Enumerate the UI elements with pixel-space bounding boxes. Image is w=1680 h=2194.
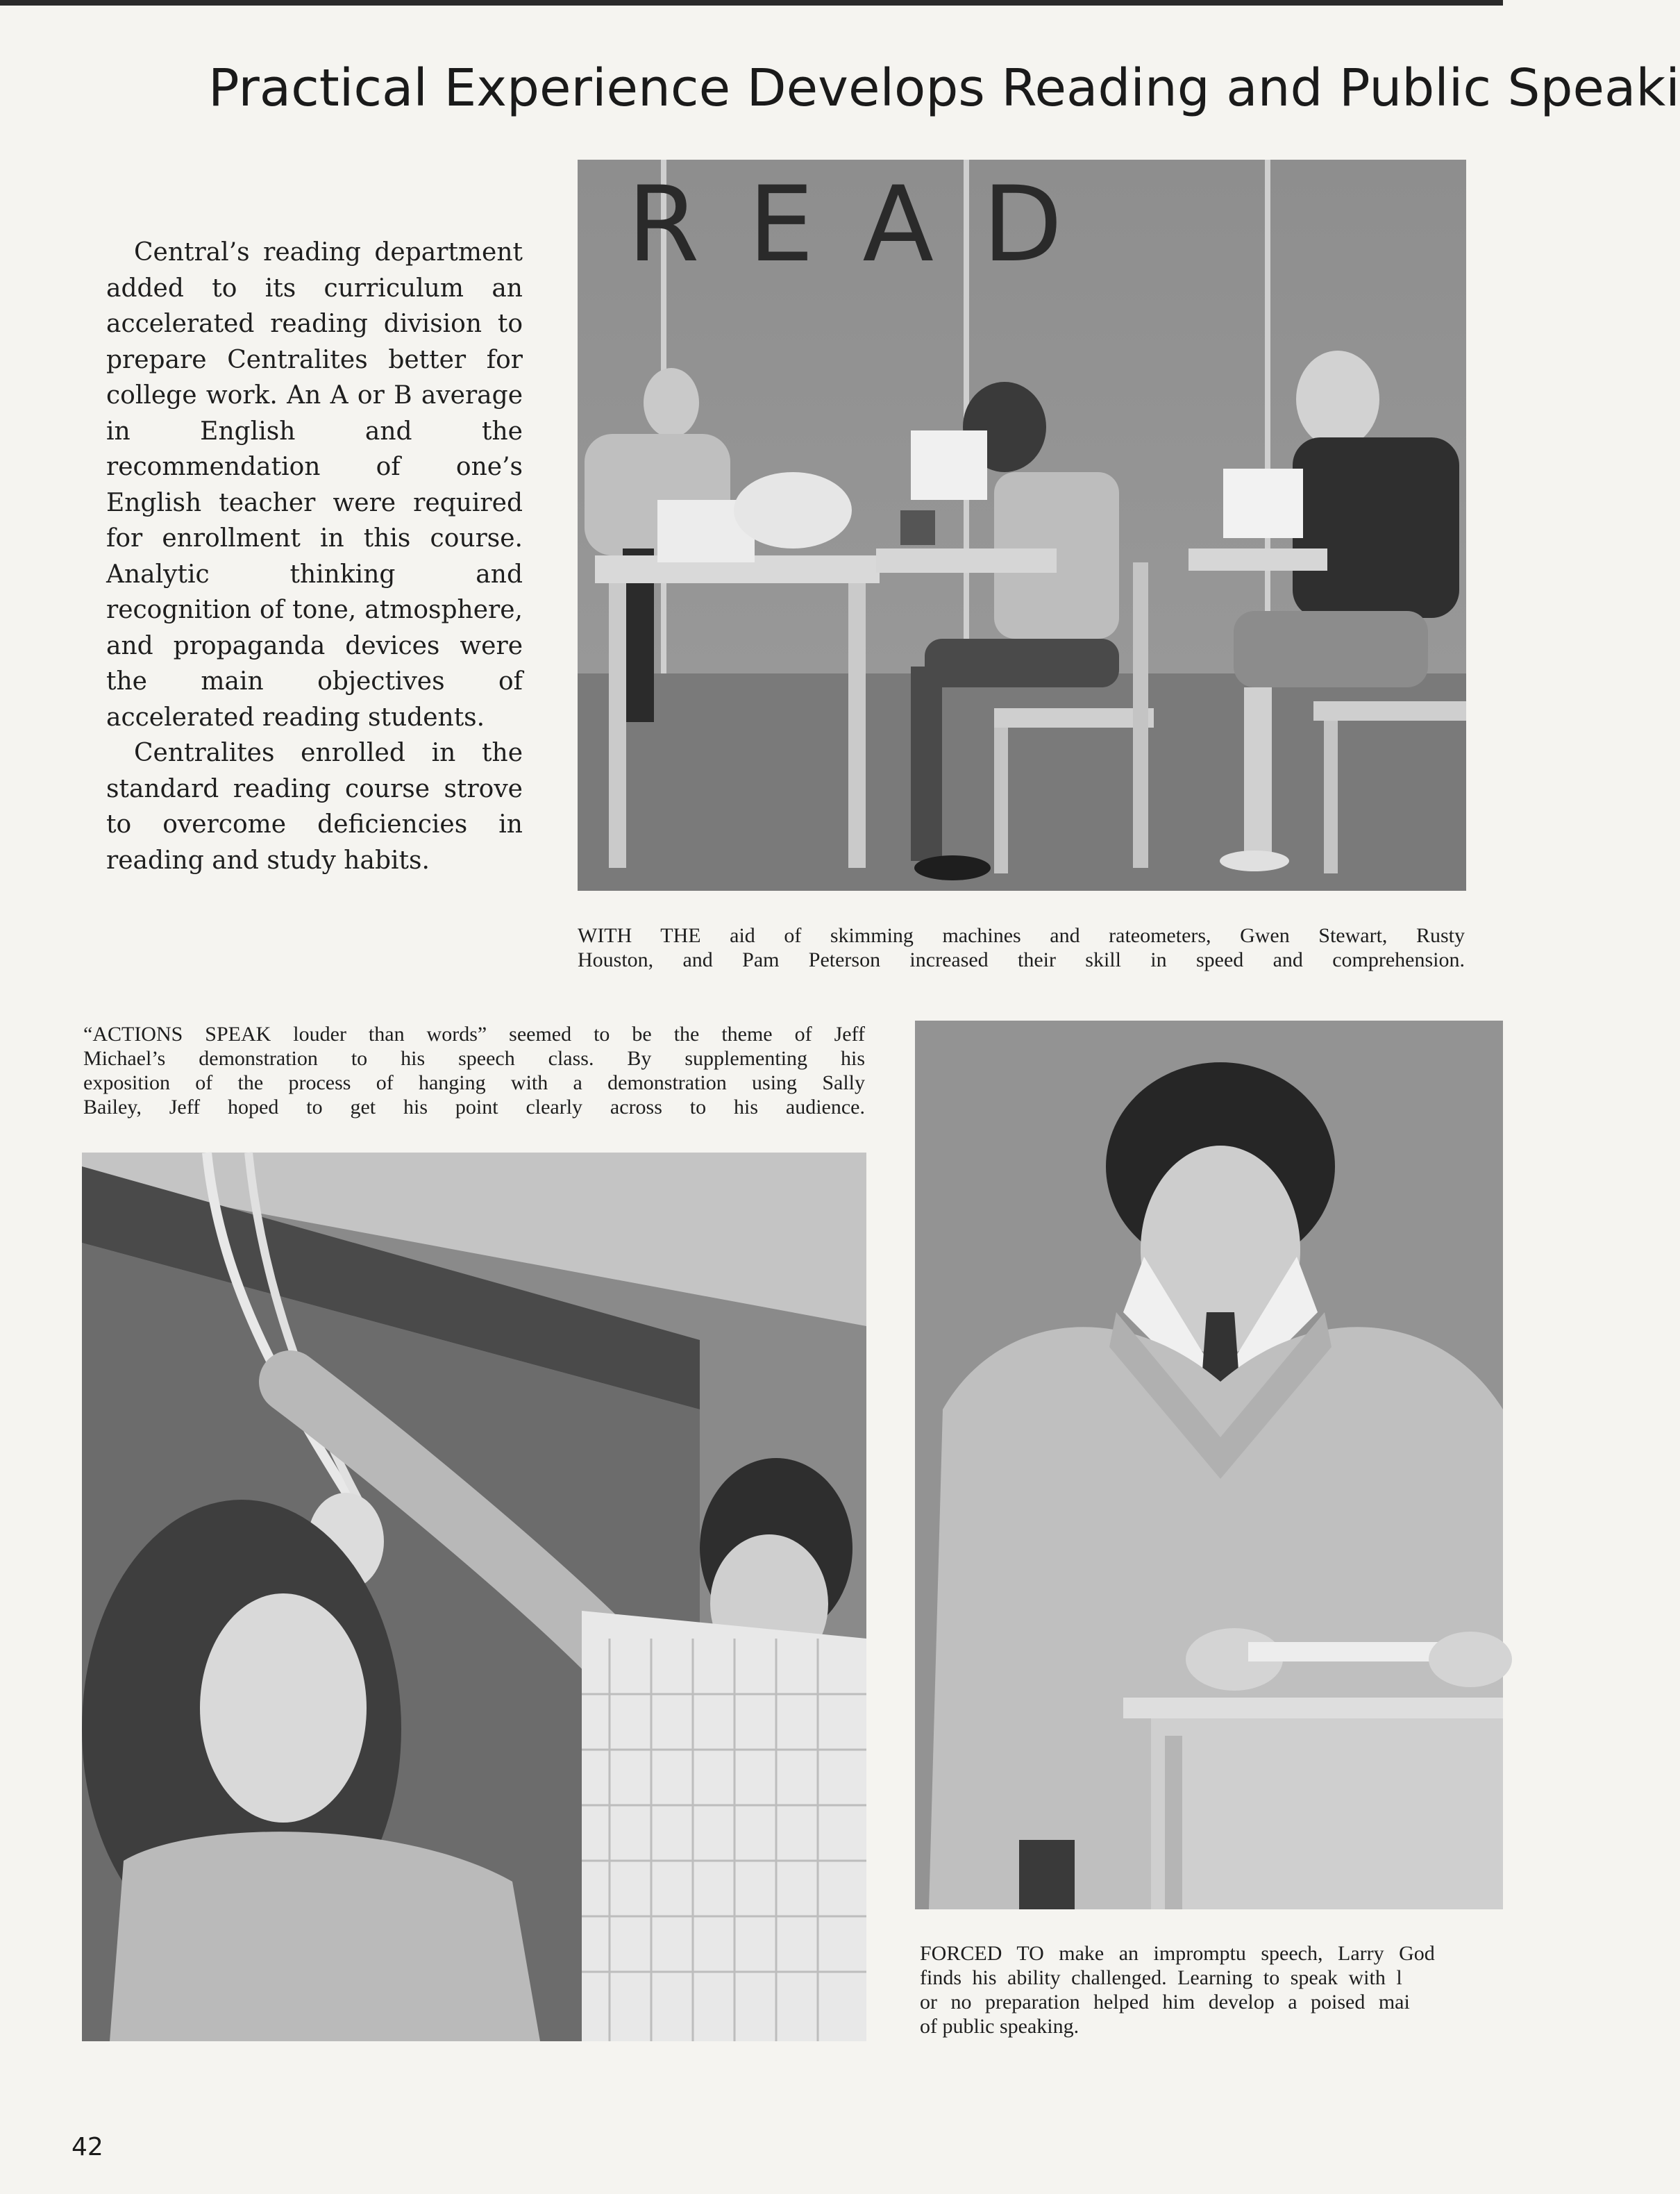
impromptu-speech-caption bbox=[920, 1941, 1503, 2038]
hanging-demo-caption bbox=[83, 1022, 865, 1119]
caption-line: WITH THE aid of skimming machines and rateometers, Gwen Stewart, Rusty bbox=[578, 924, 1465, 947]
caption-line: Bailey, Jeff hoped to get his point clearly across to his audience. bbox=[83, 1096, 865, 1119]
caption-line: exposition of the process of hanging with a demonstration using Sally bbox=[83, 1071, 865, 1094]
hanging-demo-photo bbox=[82, 1153, 866, 2041]
reading-room-photo bbox=[578, 160, 1466, 891]
page-number: 42 bbox=[72, 2133, 103, 2161]
impromptu-speech-photo bbox=[915, 1021, 1503, 1909]
body-paragraph: Central’s reading department added to its curriculum an accelerated reading division to prepare Centralites better for college work. An A or B average in English and the recommendation of one’s English teacher were required for enrollment in this course. Analytic thinking and recognition of tone, atmosphere, and propaganda devices were the main objectives of accelerated reading students. bbox=[106, 238, 523, 732]
caption-line: “ACTIONS SPEAK louder than words” seemed to be the theme of Jeff bbox=[83, 1023, 865, 1046]
caption-line: finds his ability challenged. Learning to speak with l bbox=[920, 1966, 1402, 1989]
top-border-rule bbox=[0, 0, 1503, 6]
caption-line: Michael’s demonstration to his speech class. By supplementing his bbox=[83, 1047, 865, 1070]
article-body bbox=[106, 235, 523, 878]
read-sign: READ bbox=[627, 165, 1111, 285]
caption-line: of public speaking. bbox=[920, 2015, 1080, 2038]
reading-room-caption bbox=[578, 923, 1465, 972]
body-paragraph: Centralites enrolled in the standard reading course strove to overcome deficiencies in reading and study habits. bbox=[106, 739, 523, 875]
caption-line: or no preparation helped him develop a poised mai bbox=[920, 1991, 1410, 2013]
caption-line: FORCED TO make an impromptu speech, Larry God bbox=[920, 1942, 1435, 1965]
page-title: Practical Experience Develops Reading and Public Speaki bbox=[208, 58, 1680, 118]
caption-line: Houston, and Pam Peterson increased their skill in speed and comprehension. bbox=[578, 948, 1465, 971]
